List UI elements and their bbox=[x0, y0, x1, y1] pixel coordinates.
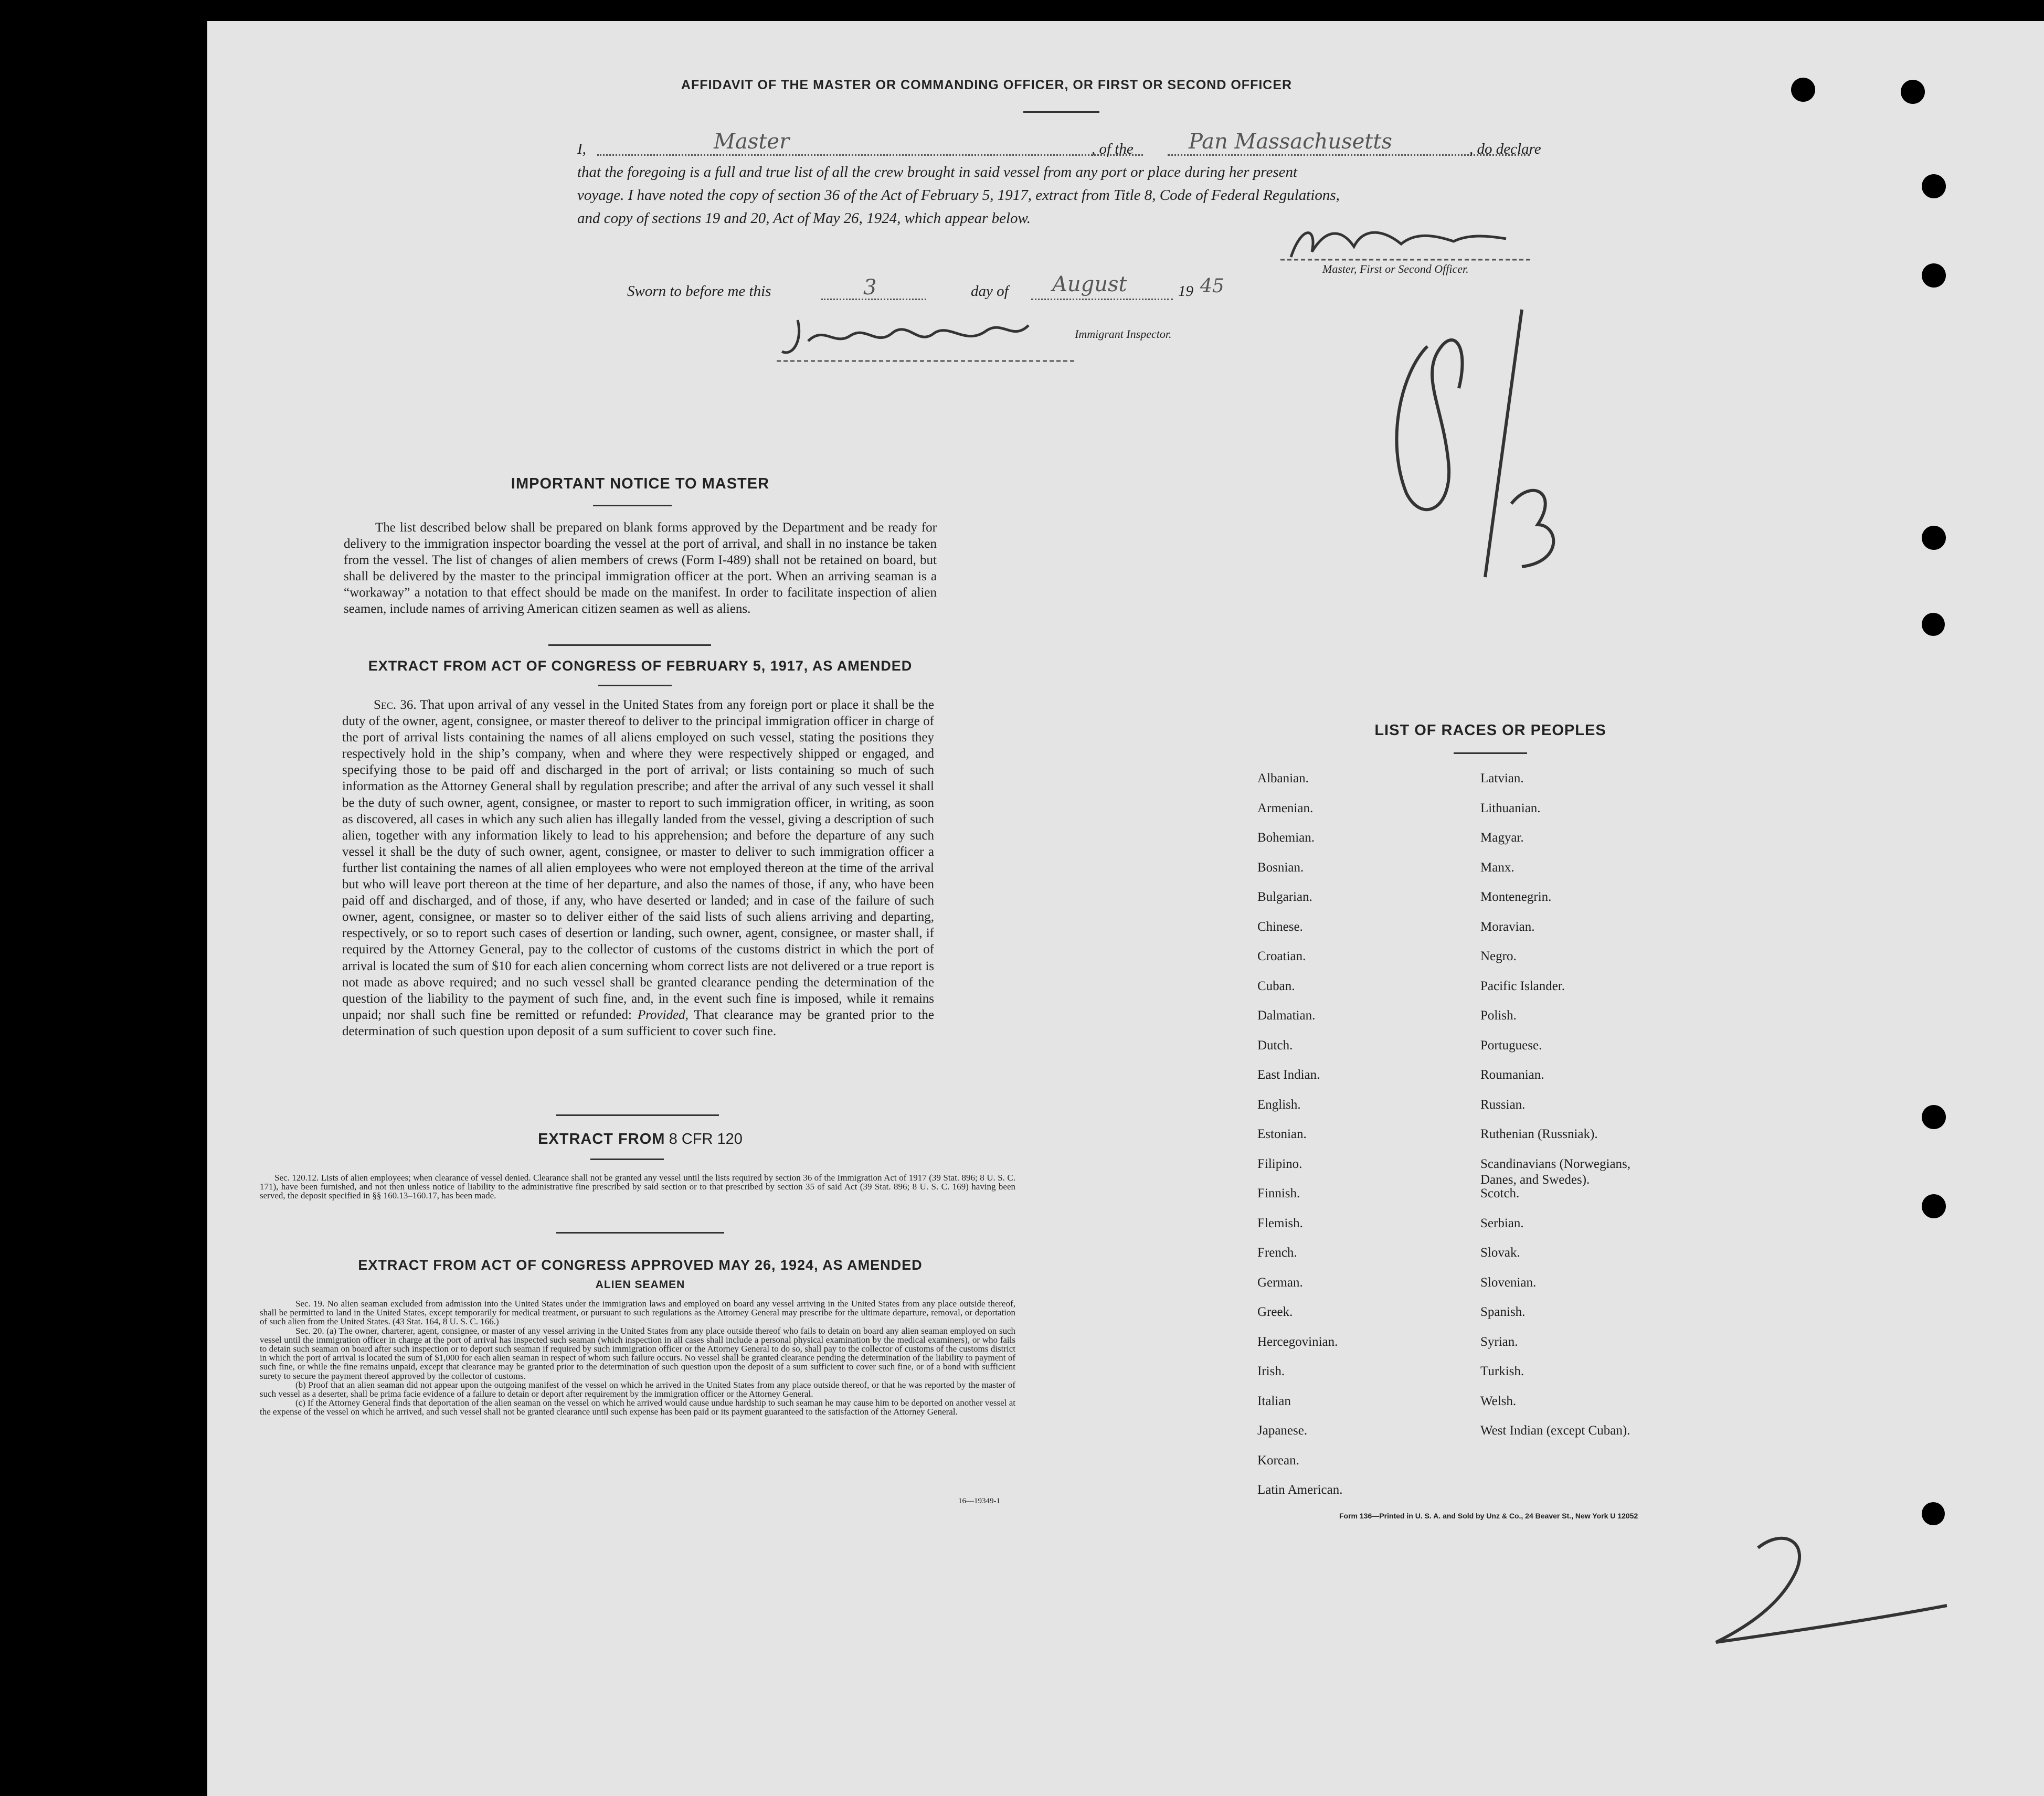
race-right-item: Polish. bbox=[1480, 1008, 1517, 1023]
handwritten-fraction bbox=[1364, 304, 1601, 598]
affidavit-title: AFFIDAVIT OF THE MASTER OR COMMANDING OFFICER, OR FIRST OR SECOND OFFICER bbox=[681, 78, 1293, 92]
sworn-line bbox=[627, 272, 1309, 311]
handwritten-day: 3 bbox=[863, 275, 877, 300]
punch-hole bbox=[1922, 1194, 1946, 1218]
section-20a-text: Sec. 20. (a) The owner, charterer, agent, consignee, or master of any vessel arriving in the United States from any place outside thereof who fails to detain on board any alien seaman employed on such vessel until the immigration officer in charge at the port of arrival has inspected such seaman (which inspection in all cases shall include a personal physical examination by the medical examiners), or who fails to detain such seaman on board after such inspection or to deport such seaman if required by such immigration officer or the Attorney General to do so, shall pay to the collector of customs of the customs district in which the port of arrival is located the sum of $1,000 for each alien seaman in respect of whom such failure occurs. No vessel shall be granted clearance pending the determination of the liability to payment of such fine, or while the fine remains unpaid, except that clearance may be granted prior to the determination of such question upon the deposit of a sum sufficient to cover such fine, or of a bond with sufficient surety to secure the payment thereof approved by the collector of customs. bbox=[260, 1325, 1015, 1381]
title-divider bbox=[1023, 111, 1099, 113]
declarant-prefix: I, bbox=[577, 141, 586, 157]
race-left-item: Japanese. bbox=[1257, 1423, 1308, 1438]
race-left-item: Chinese. bbox=[1257, 920, 1303, 934]
cfr-title-b: 8 CFR 120 bbox=[669, 1131, 743, 1147]
proviso-label: Provided, bbox=[637, 1007, 689, 1022]
race-right-item: Russian. bbox=[1480, 1098, 1526, 1112]
race-left-item: German. bbox=[1257, 1276, 1303, 1290]
punch-hole bbox=[1901, 80, 1925, 104]
cfr-title bbox=[344, 1131, 937, 1148]
punch-hole bbox=[1922, 1105, 1946, 1129]
race-left-item: Albanian. bbox=[1257, 771, 1309, 785]
extract-1917-title: EXTRACT FROM ACT OF CONGRESS OF FEBRUARY 5, 1917, AS AMENDED bbox=[368, 658, 913, 674]
race-right-item: Serbian. bbox=[1480, 1216, 1524, 1230]
races-title: LIST OF RACES OR PEOPLES bbox=[1374, 722, 1606, 739]
race-right-item: Negro. bbox=[1480, 949, 1517, 963]
races-right-column bbox=[1480, 771, 1732, 1506]
race-left-item: Bosnian. bbox=[1257, 860, 1304, 875]
race-left-item: Croatian. bbox=[1257, 949, 1306, 963]
race-right-item: Montenegrin. bbox=[1480, 890, 1552, 904]
race-right-item: Lithuanian. bbox=[1480, 801, 1541, 815]
sworn-prefix: Sworn to before me this bbox=[627, 283, 771, 300]
extract-1924-subtitle: ALIEN SEAMEN bbox=[595, 1279, 685, 1291]
race-left-item: Greek. bbox=[1257, 1305, 1293, 1319]
declare-suffix: , do declare bbox=[1469, 141, 1541, 157]
cfr-title-a: EXTRACT FROM bbox=[538, 1131, 665, 1147]
extract-1917-body bbox=[342, 697, 934, 1039]
race-right-item: Scotch. bbox=[1480, 1186, 1520, 1200]
race-left-item: Korean. bbox=[1257, 1453, 1299, 1468]
race-left-item: English. bbox=[1257, 1098, 1301, 1112]
section-36-label: Sec. 36. bbox=[374, 698, 417, 712]
race-right-item: Roumanian. bbox=[1480, 1068, 1544, 1082]
race-left-item: Cuban. bbox=[1257, 979, 1295, 993]
race-right-item: Slovak. bbox=[1480, 1246, 1520, 1260]
race-right-item: Ruthenian (Russniak). bbox=[1480, 1127, 1598, 1141]
section-36-text: That upon arrival of any vessel in the United States from any foreign port or place it shall be the duty of the owner, agent, consignee, or master thereof to deliver to the principal immigration officer in charge of the port of arrival lists containing the names of all aliens employed on such vessel, stating the positions they respectively hold in the ship’s company, when and where they were respectively shipped or engaged, and specifying those to be paid off and discharged in the port of arrival; or lists containing so much of such information as the Attorney General shall by regulation prescribe; and after the arrival of any such vessel it shall be the duty of such owner, agent, consignee, or master to report to such immigration officer, in writing, as soon as discovered, all cases in which any such alien has illegally landed from the vessel, giving a description of such alien, together with any information likely to lead to his apprehension; and before the departure of any such vessel it shall be the duty of such owner, agent, consignee, or master to deliver to such immigration officer a further list containing the names of all alien employees who were not employed thereon at the time of the arrival but who will leave port thereon at the time of her departure, and also the names of those, if any, who have been paid off and discharged, and of those, if any, who have deserted or landed; and in case of the failure of such owner, agent, consignee, or master so to deliver either of the said lists of such aliens arriving and departing, respectively, or so to report such cases of desertion or landing, such owner, agent, consignee, or master shall, if required by the Attorney General, pay to the collector of customs of the customs district in which the port of arrival is located the sum of $10 for each alien concerning whom correct lists are not delivered or a true report is not made as above required; and no such vessel shall be granted clearance pending the determination of the question of the liability to the payment of such fine, and, in the event such fine is imposed, while it remains unpaid; nor shall such fine be remitted or refunded: bbox=[342, 698, 934, 1022]
race-right-item: Syrian. bbox=[1480, 1335, 1518, 1349]
extract-1917-end-divider bbox=[556, 1114, 719, 1116]
race-left-item: Italian bbox=[1257, 1394, 1291, 1408]
race-left-item: Hercegovinian. bbox=[1257, 1335, 1338, 1349]
handwritten-month: August bbox=[1052, 272, 1127, 296]
month-line bbox=[1031, 299, 1173, 300]
race-left-item: Latin American. bbox=[1257, 1483, 1343, 1497]
race-right-item: Turkish. bbox=[1480, 1364, 1524, 1378]
punch-hole bbox=[1791, 78, 1815, 102]
affidavit-line-4: and copy of sections 19 and 20, Act of May 26, 1924, which appear below. bbox=[577, 210, 1031, 227]
notice-end-divider bbox=[548, 644, 711, 646]
notice-divider bbox=[593, 505, 672, 506]
race-right-item: West Indian (except Cuban). bbox=[1480, 1423, 1630, 1438]
handwritten-vessel-name: Pan Massachusetts bbox=[1189, 130, 1392, 154]
signature-label: Master, First or Second Officer. bbox=[1322, 262, 1469, 275]
sworn-dayof: day of bbox=[971, 283, 1009, 300]
handwritten-corner-mark bbox=[1695, 1527, 1957, 1663]
form-footer: Form 136—Printed in U. S. A. and Sold by Unz & Co., 24 Beaver St., New York U 12052 bbox=[1339, 1512, 1638, 1520]
handwritten-declarant: Master bbox=[714, 130, 790, 154]
race-left-item: Bulgarian. bbox=[1257, 890, 1312, 904]
race-left-item: Finnish. bbox=[1257, 1186, 1300, 1200]
punch-hole bbox=[1922, 613, 1945, 636]
race-left-item: Bohemian. bbox=[1257, 831, 1315, 845]
affidavit-line-2: that the foregoing is a full and true list of all the crew brought in said vessel from any port or place during her present bbox=[577, 164, 1298, 180]
race-right-item: Manx. bbox=[1480, 860, 1515, 875]
race-right-item: Portuguese. bbox=[1480, 1038, 1542, 1053]
punch-hole bbox=[1922, 1502, 1945, 1525]
extract-1924-title: EXTRACT FROM ACT OF CONGRESS APPROVED MAY 26, 1924, AS AMENDED bbox=[358, 1257, 923, 1273]
section-19-text: Sec. 19. No alien seaman excluded from admission into the United States under the immigration laws and employed on board any vessel arriving in the United States from any place outside thereof, shall be permitted to land in the United States, except temporarily for medical treatment, or pursuant to such regulations as the Attorney General may prescribe for the ultimate departure, removal, or deportation of such alien from the United States. (43 Stat. 164, 8 U. S. C. 166.) bbox=[260, 1299, 1015, 1327]
punch-hole bbox=[1922, 263, 1946, 288]
race-right-item: Danes, and Swedes). bbox=[1480, 1173, 1590, 1187]
races-divider bbox=[1454, 752, 1527, 754]
notice-body bbox=[344, 519, 937, 618]
section-20c-text: (c) If the Attorney General finds that deportation of the alien seaman on the vessel on which he arrived would cause undue hardship to such seaman he may cause him to be deported on another vessel at the expense of the vessel on which he arrived, and such vessel shall not be granted clearance until such expense has been paid or its payment guaranteed to the satisfaction of the Attorney General. bbox=[260, 1398, 1015, 1417]
cfr-text: Sec. 120.12. Lists of alien employees; when clearance of vessel denied. Clearance shall not be granted any vessel until the lists required by section 36 of the Immigration Act of 1917 (39 Stat. 896; 8 U. S. C. 171), have been furnished, and not then unless notice of liability to the administrative fine prescribed by said section or to that prescribed by section 35 of said Act (39 Stat. 896; 8 U. S. C. 169) having been served, the deposit specified in §§ 160.13–160.17, has been made. bbox=[260, 1173, 1015, 1201]
race-left-item: Filipino. bbox=[1257, 1157, 1302, 1171]
affidavit-line-3: voyage. I have noted the copy of section 36 of the Act of February 5, 1917, extract from Title 8, Code of Federal Regulations, bbox=[577, 187, 1340, 204]
race-left-item: Dalmatian. bbox=[1257, 1008, 1316, 1023]
section-20b-text: (b) Proof that an alien seaman did not appear upon the outgoing manifest of the vessel on which he arrived in the United States from any place outside thereof, or that he was reported by the master of such vessel as a deserter, shall be prima facie evidence of a failure to detain or deport after requirement by the immigration officer or the Attorney General. bbox=[260, 1379, 1015, 1399]
declarant-name-line bbox=[597, 154, 1143, 156]
race-right-item: Moravian. bbox=[1480, 920, 1535, 934]
race-right-item: Magyar. bbox=[1480, 831, 1524, 845]
race-right-item: Pacific Islander. bbox=[1480, 979, 1565, 993]
notice-title: IMPORTANT NOTICE TO MASTER bbox=[511, 475, 770, 492]
race-right-item: Spanish. bbox=[1480, 1305, 1526, 1319]
notice-text: The list described below shall be prepared on blank forms approved by the Department and be ready for delivery to the immigration inspector boarding the vessel at the port of arrival, and shall in no instance be taken from the vessel. The list of changes of alien members of crews (Form I-489) shall not be retained on board, but shall be delivered by the master to the principal immigration officer at the port. When an arriving seaman is a “workaway” a notation to that effect should be made on the manifest. In order to facilitate inspection of alien seamen, include names of arriving American citizen seamen as well as aliens. bbox=[344, 520, 937, 617]
race-right-item: Latvian. bbox=[1480, 771, 1524, 785]
race-left-item: Dutch. bbox=[1257, 1038, 1293, 1053]
race-right-item: Welsh. bbox=[1480, 1394, 1517, 1408]
form-code-1924: 16—19349-1 bbox=[958, 1497, 1000, 1505]
punch-hole bbox=[1922, 174, 1946, 198]
cfr-divider bbox=[590, 1159, 664, 1160]
race-left-item: East Indian. bbox=[1257, 1068, 1320, 1082]
races-left-column bbox=[1257, 771, 1457, 1506]
inspector-label: Immigrant Inspector. bbox=[1075, 327, 1172, 341]
cfr-end-divider bbox=[556, 1232, 724, 1234]
race-right-item: Scandinavians (Norwegians, bbox=[1480, 1157, 1631, 1171]
vessel-prefix: , of the bbox=[1092, 141, 1134, 157]
proviso-text: That clearance may be granted prior to the determination of such question upon deposit of a sum sufficient to cover such fine. bbox=[342, 1007, 935, 1038]
race-right-item: Slovenian. bbox=[1480, 1276, 1537, 1290]
race-left-item: Flemish. bbox=[1257, 1216, 1303, 1230]
race-left-item: Irish. bbox=[1257, 1364, 1285, 1378]
handwritten-year: 45 bbox=[1200, 275, 1224, 297]
extract-1924-body bbox=[260, 1299, 1015, 1417]
sworn-year-prefix: 19 bbox=[1178, 283, 1193, 300]
extract-1917-divider bbox=[598, 685, 672, 686]
inspector-signature bbox=[777, 310, 1081, 367]
punch-hole bbox=[1922, 526, 1946, 550]
race-left-item: Armenian. bbox=[1257, 801, 1314, 815]
race-left-item: French. bbox=[1257, 1246, 1297, 1260]
race-left-item: Estonian. bbox=[1257, 1127, 1307, 1141]
cfr-body bbox=[260, 1173, 1015, 1200]
